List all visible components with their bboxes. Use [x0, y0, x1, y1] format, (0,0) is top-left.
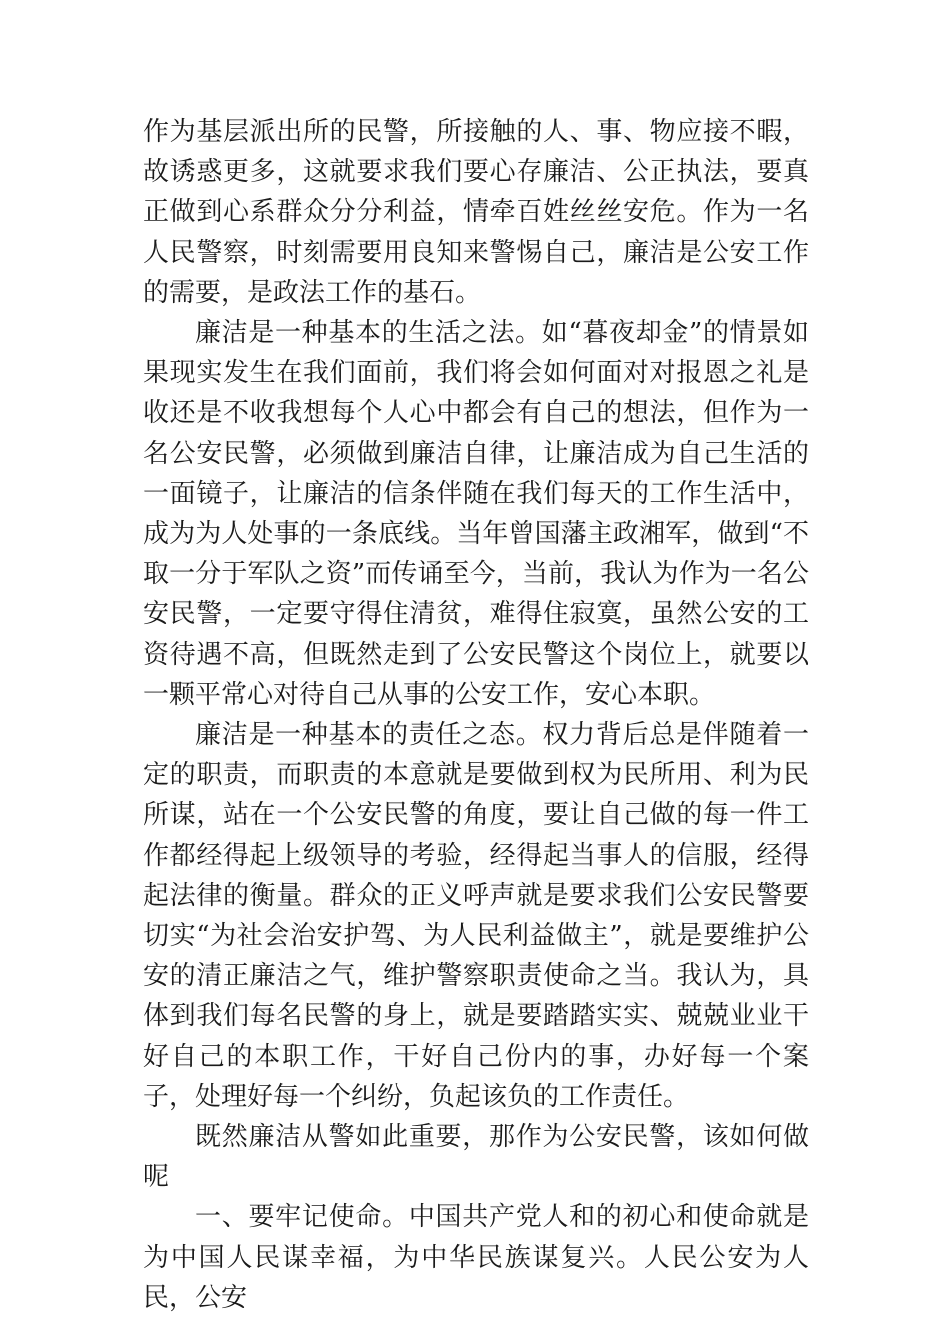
paragraph-2: 廉洁是一种基本的生活之法。如“暮夜却金”的情景如果现实发生在我们面前，我们将会如何面对对报恩之礼是收还是不收我想每个人心中都会有自己的想法，但作为一名公安民警，必须做到廉洁自律，让廉洁成为自己生活的一面镜子，让廉洁的信条伴随在我们每天的工作生活中，成为为人处事的一条底线。当年曾国藩主政湘军，做到“不取一分于军队之资”而传诵至今，当前，我认为作为一名公安民警，一定要守得住清贫，难得住寂寞，虽然公安的工资待遇不高，但既然走到了公安民警这个岗位上，就要以一颗平常心对待自己从事的公安工作，安心本职。: [143, 318, 809, 710]
document-body: [143, 112, 809, 1318]
paragraph-1: 作为基层派出所的民警，所接触的人、事、物应接不暇，故诱惑更多，这就要求我们要心存廉洁、公正执法，要真正做到心系群众分分利益，情牵百姓丝丝安危。作为一名人民警察，时刻需要用良知来警惕自己，廉洁是公安工作的需要，是政法工作的基石。: [143, 117, 809, 308]
paragraph-3: 廉洁是一种基本的责任之态。权力背后总是伴随着一定的职责，而职责的本意就是要做到权为民所用、利为民所谋，站在一个公安民警的角度，要让自己做的每一件工作都经得起上级领导的考验，经得起当事人的信服，经得起法律的衡量。群众的正义呼声就是要求我们公安民警要切实“为社会治安护驾、为人民利益做主”，就是要维护公安的清正廉洁之气，维护警察职责使命之当。我认为，具体到我们每名民警的身上，就是要踏踏实实、兢兢业业干好自己的本职工作，干好自己份内的事，办好每一个案子，处理好每一个纠纷，负起该负的工作责任。: [143, 720, 809, 1112]
paragraph-4: 既然廉洁从警如此重要，那作为公安民警，该如何做呢: [143, 1122, 809, 1193]
paragraph-5: 一、要牢记使命。中国共产党人和的初心和使命就是为中国人民谋幸福，为中华民族谋复兴。人民公安为人民，公安: [143, 1202, 809, 1313]
